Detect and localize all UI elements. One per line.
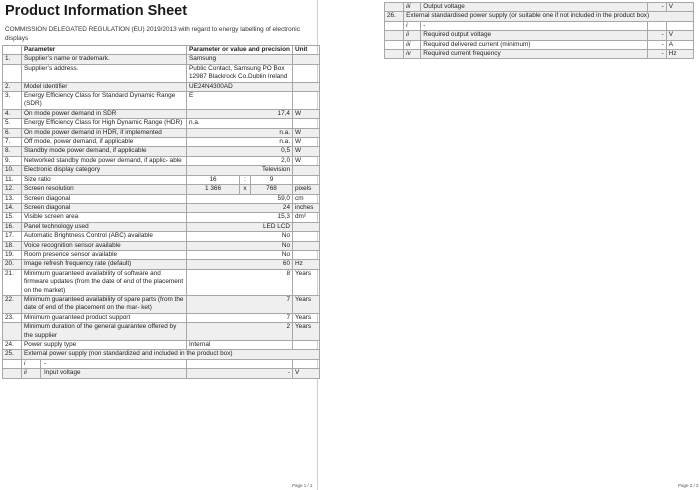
row-value: No bbox=[187, 250, 293, 259]
regulation-subtitle: COMMISSION DELEGATED REGULATION (EU) 2019/2013 with regard to energy labelling of electronic displays bbox=[5, 26, 300, 42]
row-value: 59,0 bbox=[187, 194, 293, 203]
row-parameter: Minimum guaranteed availability of software and firmware updates (from the date of end of the placement on the market) bbox=[22, 269, 187, 295]
table-row bbox=[3, 341, 320, 350]
subrow-parameter: - bbox=[44, 359, 47, 367]
table-subrow bbox=[3, 369, 320, 378]
row-number: 17. bbox=[3, 232, 22, 241]
row-unit: Hz bbox=[293, 260, 320, 269]
row-unit: W bbox=[293, 156, 320, 165]
row-parameter: On mode power demand in SDR bbox=[22, 109, 187, 118]
subrow-unit bbox=[666, 21, 693, 30]
row-parameter: Minimum guaranteed availability of spare parts (from the date of end of the placement on the mar- ket) bbox=[22, 295, 187, 313]
subrow-roman: iii bbox=[404, 40, 421, 49]
subrow-unit: V bbox=[666, 3, 693, 12]
row-parameter: Power supply type bbox=[22, 341, 187, 350]
row-value-separator: x bbox=[240, 185, 251, 194]
table-row bbox=[3, 55, 320, 64]
subrow-unit: V bbox=[293, 369, 320, 378]
row-unit: Years bbox=[293, 295, 320, 313]
row-value: 24 bbox=[187, 203, 293, 212]
row-parameter: Supplier’s name or trademark. bbox=[22, 55, 187, 64]
row-number: 11. bbox=[3, 175, 22, 184]
subrow-parameter-cell bbox=[22, 359, 187, 368]
row-unit: W bbox=[293, 147, 320, 156]
row-parameter: Image refresh frequency rate (default) bbox=[22, 260, 187, 269]
row-value: Public Contact, Samsung PO Box 12987 Blackrock Co.Dublin Ireland bbox=[187, 64, 293, 82]
row-value: 15,3 bbox=[187, 213, 293, 222]
subrow-unit: A bbox=[666, 40, 693, 49]
row-unit: W bbox=[293, 109, 320, 118]
row-number bbox=[385, 21, 404, 30]
row-value: E bbox=[187, 92, 293, 110]
table-row bbox=[3, 203, 320, 212]
row-unit: W bbox=[293, 128, 320, 137]
table-row bbox=[3, 194, 320, 203]
row-value: 7 bbox=[187, 295, 293, 313]
subrow-roman: i bbox=[22, 360, 41, 368]
table-row bbox=[3, 260, 320, 269]
row-unit: Years bbox=[293, 269, 320, 295]
row-parameter: Room presence sensor available bbox=[22, 250, 187, 259]
page-title: Product Information Sheet bbox=[5, 3, 188, 19]
row-value-separator: : bbox=[240, 175, 251, 184]
table-row bbox=[3, 166, 320, 175]
row-value-a: 1 366 bbox=[187, 185, 240, 194]
table-row bbox=[3, 269, 320, 295]
row-parameter: Energy Efficiency Class for Standard Dynamic Range (SDR) bbox=[22, 92, 187, 110]
row-value-b: 768 bbox=[251, 185, 293, 194]
row-unit bbox=[293, 341, 320, 350]
row-number bbox=[385, 40, 404, 49]
row-parameter: Screen diagonal bbox=[22, 203, 187, 212]
row-parameter: Energy Efficiency Class for High Dynamic Range (HDR) bbox=[22, 119, 187, 128]
table-subrow bbox=[385, 40, 694, 49]
row-value: n.a. bbox=[187, 128, 293, 137]
row-parameter: Screen diagonal bbox=[22, 194, 187, 203]
row-value: UE24N4300AD bbox=[187, 82, 293, 91]
row-number bbox=[3, 369, 22, 378]
row-value: No bbox=[187, 241, 293, 250]
row-parameter: Automatic Brightness Control (ABC) available bbox=[22, 232, 187, 241]
row-number: 21. bbox=[3, 269, 22, 295]
row-parameter: Screen resolution bbox=[22, 185, 187, 194]
row-unit: dm² bbox=[293, 213, 320, 222]
table-row bbox=[3, 156, 320, 165]
row-parameter: Off mode, power demand, if applicable bbox=[22, 138, 187, 147]
subrow-value: - bbox=[647, 50, 666, 59]
header-parameter: Parameter bbox=[22, 46, 187, 55]
subrow-parameter: Input voltage bbox=[44, 369, 81, 377]
row-number: 3. bbox=[3, 92, 22, 110]
subrow-roman: ii bbox=[404, 31, 421, 40]
subrow-unit: V bbox=[666, 31, 693, 40]
row-number: 15. bbox=[3, 213, 22, 222]
header-value: Parameter or value and precision bbox=[187, 46, 293, 55]
table-row bbox=[3, 185, 320, 194]
subrow-roman: i bbox=[404, 21, 421, 30]
row-parameter: Minimum duration of the general guarantee offered by the supplier bbox=[22, 323, 187, 341]
row-number: 10. bbox=[3, 166, 22, 175]
row-number: 20. bbox=[3, 260, 22, 269]
table-header bbox=[3, 46, 320, 55]
row-unit bbox=[293, 64, 320, 82]
page-2-footer: Page 2 / 2 bbox=[678, 483, 699, 488]
table-row bbox=[3, 64, 320, 82]
row-value: n.a. bbox=[187, 119, 293, 128]
row-number: 24. bbox=[3, 341, 22, 350]
subrow-unit: Hz bbox=[666, 50, 693, 59]
subrow-roman: iv bbox=[404, 50, 421, 59]
row-value: 0,5 bbox=[187, 147, 293, 156]
table-row bbox=[3, 241, 320, 250]
row-parameter: Size ratio bbox=[22, 175, 187, 184]
row-number: 23. bbox=[3, 313, 22, 322]
row-parameter: External power supply (non standardized and included in the product box) bbox=[22, 350, 320, 359]
row-number: 1. bbox=[3, 55, 22, 64]
table-row bbox=[3, 147, 320, 156]
subrow-parameter: - bbox=[421, 21, 647, 30]
row-parameter: Voice recognition sensor available bbox=[22, 241, 187, 250]
row-number: 6. bbox=[3, 128, 22, 137]
row-value: Television bbox=[187, 166, 293, 175]
table-row bbox=[3, 222, 320, 231]
row-number: 22. bbox=[3, 295, 22, 313]
row-unit: pixels bbox=[293, 185, 320, 194]
row-number: 14. bbox=[3, 203, 22, 212]
row-value-a: 16 bbox=[187, 175, 240, 184]
subrow-roman: iii bbox=[404, 3, 421, 12]
row-unit bbox=[293, 55, 320, 64]
subrow-value bbox=[187, 359, 293, 368]
row-value: 17,4 bbox=[187, 109, 293, 118]
row-value: Internal bbox=[187, 341, 293, 350]
table-subrow bbox=[3, 359, 320, 368]
subrow-parameter: Output voltage bbox=[421, 3, 647, 12]
row-value: 60 bbox=[187, 260, 293, 269]
product-info-table-continued bbox=[384, 2, 694, 59]
row-value: 7 bbox=[187, 313, 293, 322]
row-unit bbox=[293, 92, 320, 110]
table-row bbox=[3, 323, 320, 341]
row-number: 12. bbox=[3, 185, 22, 194]
header-number bbox=[3, 46, 22, 55]
row-parameter: Minimum guaranteed product support bbox=[22, 313, 187, 322]
row-number bbox=[3, 323, 22, 341]
row-unit bbox=[293, 250, 320, 259]
row-parameter: Supplier’s address. bbox=[22, 64, 187, 82]
table-row bbox=[3, 350, 320, 359]
subrow-parameter: Required delivered current (minimum) bbox=[421, 40, 647, 49]
row-unit bbox=[293, 232, 320, 241]
row-number: 26. bbox=[385, 12, 404, 21]
subrow-parameter: Required output voltage bbox=[421, 31, 647, 40]
header-unit: Unit bbox=[293, 46, 320, 55]
row-unit: W bbox=[293, 138, 320, 147]
row-parameter: Electronic display category bbox=[22, 166, 187, 175]
row-unit: Years bbox=[293, 313, 320, 322]
subrow-parameter-cell bbox=[22, 369, 187, 378]
row-parameter: On mode power demand in HDR, if implemented bbox=[22, 128, 187, 137]
row-number: 5. bbox=[3, 119, 22, 128]
subrow-roman: ii bbox=[22, 369, 41, 377]
row-unit bbox=[293, 241, 320, 250]
row-number: 4. bbox=[3, 109, 22, 118]
table-row bbox=[3, 119, 320, 128]
table-row bbox=[3, 175, 320, 184]
row-unit bbox=[293, 175, 320, 184]
table-row bbox=[3, 109, 320, 118]
row-parameter: Panel technology used bbox=[22, 222, 187, 231]
table-row bbox=[3, 313, 320, 322]
row-parameter: Visible screen area bbox=[22, 213, 187, 222]
row-number: 2. bbox=[3, 82, 22, 91]
row-value: No bbox=[187, 232, 293, 241]
product-info-table bbox=[2, 45, 320, 379]
row-parameter: Model identifier bbox=[22, 82, 187, 91]
table-row bbox=[3, 138, 320, 147]
row-unit: inches bbox=[293, 203, 320, 212]
row-parameter: Networked standby mode power demand, if applic- able bbox=[22, 156, 187, 165]
table-row bbox=[385, 12, 694, 21]
table-row bbox=[3, 128, 320, 137]
table-row bbox=[3, 232, 320, 241]
row-number: 7. bbox=[3, 138, 22, 147]
table-row bbox=[3, 82, 320, 91]
row-parameter: Standby mode power demand, if applicable bbox=[22, 147, 187, 156]
table-row bbox=[3, 213, 320, 222]
table-row bbox=[3, 250, 320, 259]
subrow-value bbox=[647, 21, 666, 30]
row-unit: cm bbox=[293, 194, 320, 203]
subrow-unit bbox=[293, 359, 320, 368]
table-subrow bbox=[385, 21, 694, 30]
row-parameter: External standardised power supply (or suitable one if not included in the product box) bbox=[404, 12, 694, 21]
row-value: 2 bbox=[187, 323, 293, 341]
row-number: 8. bbox=[3, 147, 22, 156]
row-value-b: 9 bbox=[251, 175, 293, 184]
table-subrow bbox=[385, 50, 694, 59]
row-number bbox=[385, 31, 404, 40]
row-value: 8 bbox=[187, 269, 293, 295]
row-number bbox=[385, 3, 404, 12]
table-subrow bbox=[385, 31, 694, 40]
subrow-value: - bbox=[187, 369, 293, 378]
row-unit bbox=[293, 82, 320, 91]
row-unit bbox=[293, 222, 320, 231]
table-row bbox=[3, 295, 320, 313]
row-number: 16. bbox=[3, 222, 22, 231]
row-number: 18. bbox=[3, 241, 22, 250]
row-number bbox=[385, 50, 404, 59]
row-value: 2,0 bbox=[187, 156, 293, 165]
row-number: 19. bbox=[3, 250, 22, 259]
row-number: 9. bbox=[3, 156, 22, 165]
page-1-footer: Page 1 / 2 bbox=[292, 483, 313, 488]
row-unit bbox=[293, 119, 320, 128]
row-unit bbox=[293, 166, 320, 175]
subrow-value: - bbox=[647, 3, 666, 12]
subrow-parameter: Required current frequency bbox=[421, 50, 647, 59]
table-subrow bbox=[385, 3, 694, 12]
row-value: Samsung bbox=[187, 55, 293, 64]
subrow-value: - bbox=[647, 40, 666, 49]
row-number bbox=[3, 359, 22, 368]
subrow-value: - bbox=[647, 31, 666, 40]
row-value: LED LCD bbox=[187, 222, 293, 231]
row-number bbox=[3, 64, 22, 82]
row-value: n.a. bbox=[187, 138, 293, 147]
row-number: 25. bbox=[3, 350, 22, 359]
table-row bbox=[3, 92, 320, 110]
row-unit: Years bbox=[293, 323, 320, 341]
row-number: 13. bbox=[3, 194, 22, 203]
